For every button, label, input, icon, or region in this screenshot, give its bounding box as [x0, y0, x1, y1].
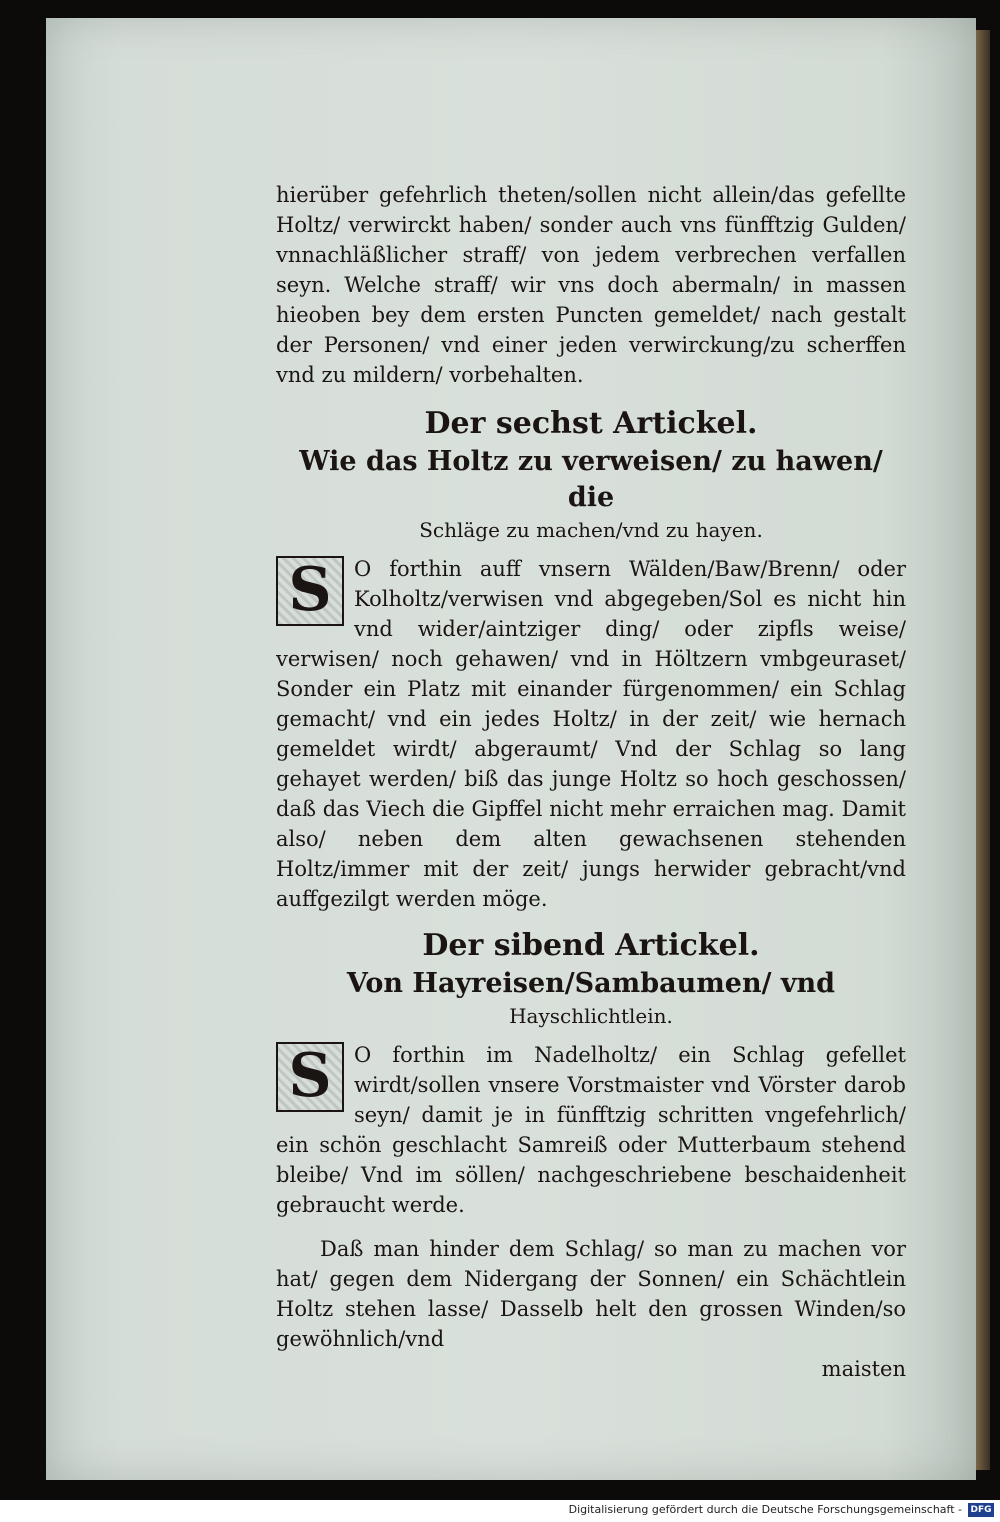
paragraph-continuation: hierüber gefehrlich theten/sollen nicht allein/das gefellte Holtz/ verwirckt haben/ sonder auch vns fünfftzig Gulden/ vnnachläßlicher straff/ von jedem verbrechen verfallen seyn. Welche straff/ wir vns doch abermaln/ in massen hieoben bey dem ersten Puncten gemeldet/ nach gestalt der Personen/ vnd einer jeden verwirckung/zu scherffen vnd zu mildern/ vorbehalten.: [276, 183, 906, 387]
article-6-title: Wie das Holtz zu verweisen/ zu hawen/ die: [299, 446, 883, 513]
article-6-subtitle: Schläge zu machen/vnd zu hayen.: [419, 518, 763, 542]
footer-credit: Digitalisierung gefördert durch die Deutsche Forschungsgemeinschaft -: [568, 1503, 962, 1516]
article-7-heading: Der sibend Artickel.: [422, 928, 760, 963]
paragraph-last: Daß man hinder dem Schlag/ so man zu machen vor hat/ gegen dem Nidergang der Sonnen/ ein Schächtlein Holtz stehen lasse/ Dasselb helt den grossen Winden/so gewöhnlich/vnd: [276, 1237, 906, 1351]
article-6-body: O forthin auff vnsern Wälden/Baw/Brenn/ oder Kolholtz/verwisen vnd abgegeben/Sol es nicht hin vnd wider/aintziger ding/ oder zipfls weise/ verwisen/ noch gehawen/ vnd in Höltzern vmbgeuraset/ Sonder ein Platz mit einander fürgenommen/ ein Schlag gemacht/ vnd ein jedes Holtz/ in der zeit/ wie hernach gemeldet wirdt/ abgeraumt/ Vnd der Schlag so lang gehayet werden/ biß das junge Holtz so hoch geschossen/ daß das Viech die Gipffel nicht mehr erraichen mag. Damit also/ neben dem alten gewachsenen stehenden Holtz/immer mit der zeit/ jungs herwider gebracht/vnd auffgezilgt werden möge.: [276, 557, 906, 911]
article-7-body: O forthin im Nadelholtz/ ein Schlag gefellet wirdt/sollen vnsere Vorstmaister vnd Vörster darob seyn/ damit je in fünfftzig schritten vngefehrlich/ ein schön geschlacht Samreiß oder Mutterbaum stehend bleibe/ Vnd im söllen/ nachgeschriebene beschaidenheit gebraucht werde.: [276, 1043, 906, 1217]
article-7-paragraph: [276, 1040, 906, 1220]
catchword: maisten: [821, 1357, 906, 1381]
article-7-subtitle: Hayschlichtlein.: [509, 1004, 673, 1028]
text-block: [276, 180, 906, 1384]
article-7-title: Von Hayreisen/Sambaumen/ vnd: [346, 968, 836, 999]
decorated-initial: S: [276, 556, 344, 626]
article-6-paragraph: [276, 554, 906, 914]
decorated-initial: S: [276, 1042, 344, 1112]
article-6-heading: Der sechst Artickel.: [424, 406, 758, 441]
dfg-logo: DFG: [968, 1503, 994, 1517]
